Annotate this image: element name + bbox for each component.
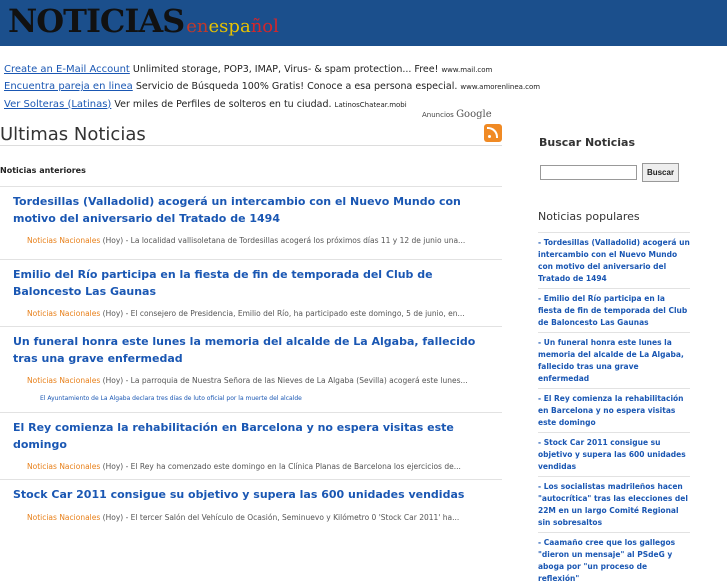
ads-block <box>4 62 604 114</box>
site-header <box>0 0 727 46</box>
ad-link[interactable]: Create an E-Mail Account <box>4 64 130 75</box>
search-button[interactable]: Buscar <box>642 163 679 182</box>
news-item <box>0 186 502 259</box>
news-meta: Noticias Nacionales (Hoy) - El consejero de Presidencia, Emilio del Río, ha participado este domingo, 5 de junio, en... <box>27 309 465 318</box>
popular-news-item <box>538 388 690 432</box>
popular-news-link[interactable]: - Stock Car 2011 consigue su objetivo y supera las 600 unidades vendidas <box>538 438 686 471</box>
popular-news-item <box>538 332 690 388</box>
news-category[interactable]: Noticias Nacionales <box>27 512 101 522</box>
popular-news-item <box>538 532 690 588</box>
previous-news-label: Noticias anteriores <box>0 166 86 175</box>
popular-news-link[interactable]: - Tordesillas (Valladolid) acogerá un intercambio con el Nuevo Mundo con motivo del aniversario del Tratado de 1494 <box>538 238 690 283</box>
popular-news-link[interactable]: - Emilio del Río participa en la fiesta de fin de temporada del Club de Baloncesto Las Gaunas <box>538 294 688 327</box>
search-input[interactable] <box>540 165 637 180</box>
ad-text: Servicio de Búsqueda 100% Gratis! Conoce a esa persona especial. <box>135 81 458 93</box>
popular-news-item <box>538 288 690 332</box>
ads-by-google[interactable] <box>422 109 492 120</box>
news-list <box>0 186 502 549</box>
ad-url: www.mail.com <box>441 66 493 74</box>
popular-news-item <box>538 432 690 476</box>
news-title[interactable]: El Rey comienza la rehabilitación en Barcelona y no espera visitas este domingo <box>13 421 454 451</box>
ad-url: LatinosChatear.mobi <box>334 100 407 109</box>
news-meta: Noticias Nacionales (Hoy) - La localidad vallisoletana de Tordesillas acogerá los próximos días 11 y 12 de junio una... <box>27 236 466 245</box>
ad-item <box>4 79 604 95</box>
news-meta: Noticias Nacionales (Hoy) - La parroquia de Nuestra Señora de las Nieves de La Algaba (Sevilla) acogerá este lunes... <box>27 376 468 385</box>
divider <box>0 145 502 146</box>
ad-text: Unlimited storage, POP3, IMAP, Virus- & spam protection... Free! <box>132 64 439 75</box>
page-title: Ultimas Noticias <box>0 124 146 145</box>
related-news-link[interactable]: El Ayuntamiento de La Algaba declara tres días de luto oficial por la muerte del alcalde <box>40 395 302 402</box>
news-title[interactable]: Tordesillas (Valladolid) acogerá un intercambio con el Nuevo Mundo con motivo del aniversario del Tratado de 1494 <box>13 195 461 225</box>
news-item <box>0 259 502 326</box>
ads-label: Anuncios <box>422 111 454 119</box>
news-category[interactable]: Noticias Nacionales <box>27 236 101 245</box>
news-category[interactable]: Noticias Nacionales <box>27 462 101 471</box>
logo-text: NOTICIAS <box>8 2 185 40</box>
news-title[interactable]: Emilio del Río participa en la fiesta de fin de temporada del Club de Baloncesto Las Gaunas <box>13 268 433 298</box>
news-title[interactable]: Stock Car 2011 consigue su objetivo y supera las 600 unidades vendidas <box>13 488 465 501</box>
news-meta: Noticias Nacionales (Hoy) - El Rey ha comenzado este domingo en la Clínica Planas de Barcelona los ejercicios de... <box>27 462 461 471</box>
ad-item <box>4 97 604 113</box>
ad-item <box>4 62 604 78</box>
news-title[interactable]: Un funeral honra este lunes la memoria del alcalde de La Algaba, fallecido tras una grave enfermedad <box>13 335 476 365</box>
popular-news-item <box>538 476 690 532</box>
logo-subtext: enespañol <box>186 16 279 37</box>
news-category[interactable]: Noticias Nacionales <box>27 376 101 385</box>
ad-link[interactable]: Ver Solteras (Latinas) <box>4 98 112 110</box>
news-category[interactable]: Noticias Nacionales <box>27 309 101 318</box>
news-item <box>0 326 502 412</box>
news-item <box>0 479 502 549</box>
site-logo[interactable] <box>8 2 279 42</box>
popular-news-list <box>538 232 690 588</box>
popular-news-link[interactable]: - Caamaño cree que los gallegos "dieron un mensaje" al PSdeG y aboga por "un proceso de reflexión" <box>538 538 676 583</box>
popular-news-item <box>538 232 690 288</box>
ad-link[interactable]: Encuentra pareja en linea <box>4 81 133 93</box>
popular-news-title: Noticias populares <box>538 210 640 223</box>
news-meta: Noticias Nacionales (Hoy) - El tercer Salón del Vehículo de Ocasión, Seminuevo y Kilómetro 0 'Stock Car 2011' ha... <box>27 512 460 522</box>
search-title: Buscar Noticias <box>539 136 636 149</box>
popular-news-link[interactable]: - El Rey comienza la rehabilitación en Barcelona y no espera visitas este domingo <box>538 394 684 427</box>
google-logo: Google <box>456 109 492 120</box>
popular-news-link[interactable]: - Un funeral honra este lunes la memoria del alcalde de La Algaba, fallecido tras una grave enfermedad <box>538 338 684 383</box>
popular-news-link[interactable]: - Los socialistas madrileños hacen "autocrítica" tras las elecciones del 22M en un largo Comité Regional sin sobresaltos <box>538 482 688 527</box>
news-item <box>0 412 502 479</box>
ad-text: Ver miles de Perfiles de solteros en tu ciudad. <box>114 98 332 110</box>
rss-feed-icon[interactable] <box>484 124 502 142</box>
ad-url: www.amorenlinea.com <box>460 83 541 92</box>
